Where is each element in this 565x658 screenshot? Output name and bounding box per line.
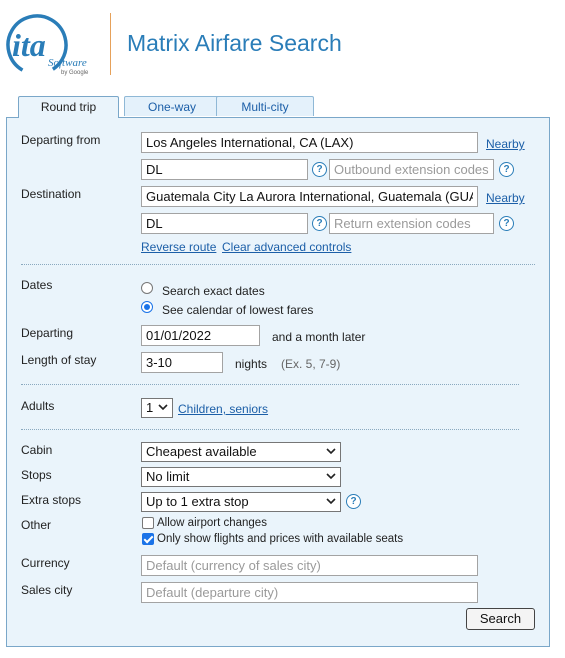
header-divider xyxy=(110,13,111,75)
divider xyxy=(21,264,535,265)
adults-label: Adults xyxy=(21,399,55,413)
children-seniors-link[interactable]: Children, seniors xyxy=(178,402,269,416)
svg-text:Software: Software xyxy=(48,57,87,69)
outbound-carrier-input[interactable] xyxy=(141,159,308,180)
cabin-label: Cabin xyxy=(21,443,53,457)
ita-software-logo xyxy=(4,14,104,76)
return-extension-input[interactable] xyxy=(329,213,494,234)
calendar-radio[interactable] xyxy=(141,301,153,313)
chevron-down-icon xyxy=(326,471,336,481)
cabin-value: Cheapest available xyxy=(146,444,257,459)
tab-one-way[interactable]: One-way xyxy=(124,96,220,116)
nearby-destination-link[interactable]: Nearby xyxy=(486,191,525,205)
return-carrier-help-icon[interactable]: ? xyxy=(312,216,327,231)
chevron-down-icon xyxy=(326,446,336,456)
svg-text:by Google: by Google xyxy=(61,70,89,76)
extra-stops-label: Extra stops xyxy=(21,493,82,507)
length-of-stay-label: Length of stay xyxy=(21,353,97,367)
reverse-route-link[interactable]: Reverse route xyxy=(141,240,217,254)
chevron-down-icon xyxy=(326,496,336,506)
extra-stops-value: Up to 1 extra stop xyxy=(146,494,249,509)
adults-value: 1 xyxy=(146,400,154,415)
dates-label: Dates xyxy=(21,278,53,292)
stops-value: No limit xyxy=(146,469,190,484)
calendar-label: See calendar of lowest fares xyxy=(162,303,314,317)
adults-select[interactable] xyxy=(141,398,173,418)
exact-dates-label: Search exact dates xyxy=(162,284,265,298)
outbound-carrier-help-icon[interactable]: ? xyxy=(312,162,327,177)
cabin-select[interactable] xyxy=(141,442,341,462)
search-button[interactable]: Search xyxy=(466,608,535,630)
page-title: Matrix Airfare Search xyxy=(127,30,342,56)
allow-airport-changes-label: Allow airport changes xyxy=(157,517,267,529)
other-label: Other xyxy=(21,518,52,532)
destination-label: Destination xyxy=(21,187,82,201)
departing-from-input[interactable] xyxy=(141,132,478,153)
return-carrier-input[interactable] xyxy=(141,213,308,234)
departing-date-input[interactable] xyxy=(141,325,260,346)
search-form-panel xyxy=(6,117,550,647)
sales-city-label: Sales city xyxy=(21,583,73,597)
extra-stops-select[interactable] xyxy=(141,492,341,512)
nights-text: nights xyxy=(235,357,268,371)
currency-input[interactable] xyxy=(141,555,478,576)
svg-text:ita: ita xyxy=(12,27,46,63)
clear-advanced-link[interactable]: Clear advanced controls xyxy=(222,240,352,254)
return-extension-help-icon[interactable]: ? xyxy=(499,216,514,231)
length-of-stay-input[interactable] xyxy=(141,352,223,373)
stops-select[interactable] xyxy=(141,467,341,487)
allow-airport-changes-checkbox[interactable] xyxy=(142,517,154,529)
exact-dates-radio[interactable] xyxy=(141,282,153,294)
tab-multi-city[interactable]: Multi-city xyxy=(216,96,314,116)
stay-example-text: (Ex. 5, 7-9) xyxy=(281,357,341,371)
divider xyxy=(21,384,519,385)
extra-stops-help-icon[interactable]: ? xyxy=(346,494,361,509)
sales-city-input[interactable] xyxy=(141,582,478,603)
destination-input[interactable] xyxy=(141,186,478,207)
only-available-checkbox[interactable] xyxy=(142,533,154,545)
departing-from-label: Departing from xyxy=(21,133,101,147)
divider xyxy=(21,429,519,430)
tab-round-trip[interactable]: Round trip xyxy=(18,96,119,118)
currency-label: Currency xyxy=(21,556,70,570)
chevron-down-icon xyxy=(158,402,168,412)
nearby-origin-link[interactable]: Nearby xyxy=(486,137,525,151)
outbound-extension-input[interactable] xyxy=(329,159,494,180)
only-available-label: Only show flights and prices with available seats xyxy=(157,533,404,545)
outbound-extension-help-icon[interactable]: ? xyxy=(499,162,514,177)
month-later-text: and a month later xyxy=(272,330,366,344)
departing-label: Departing xyxy=(21,326,74,340)
stops-label: Stops xyxy=(21,468,52,482)
